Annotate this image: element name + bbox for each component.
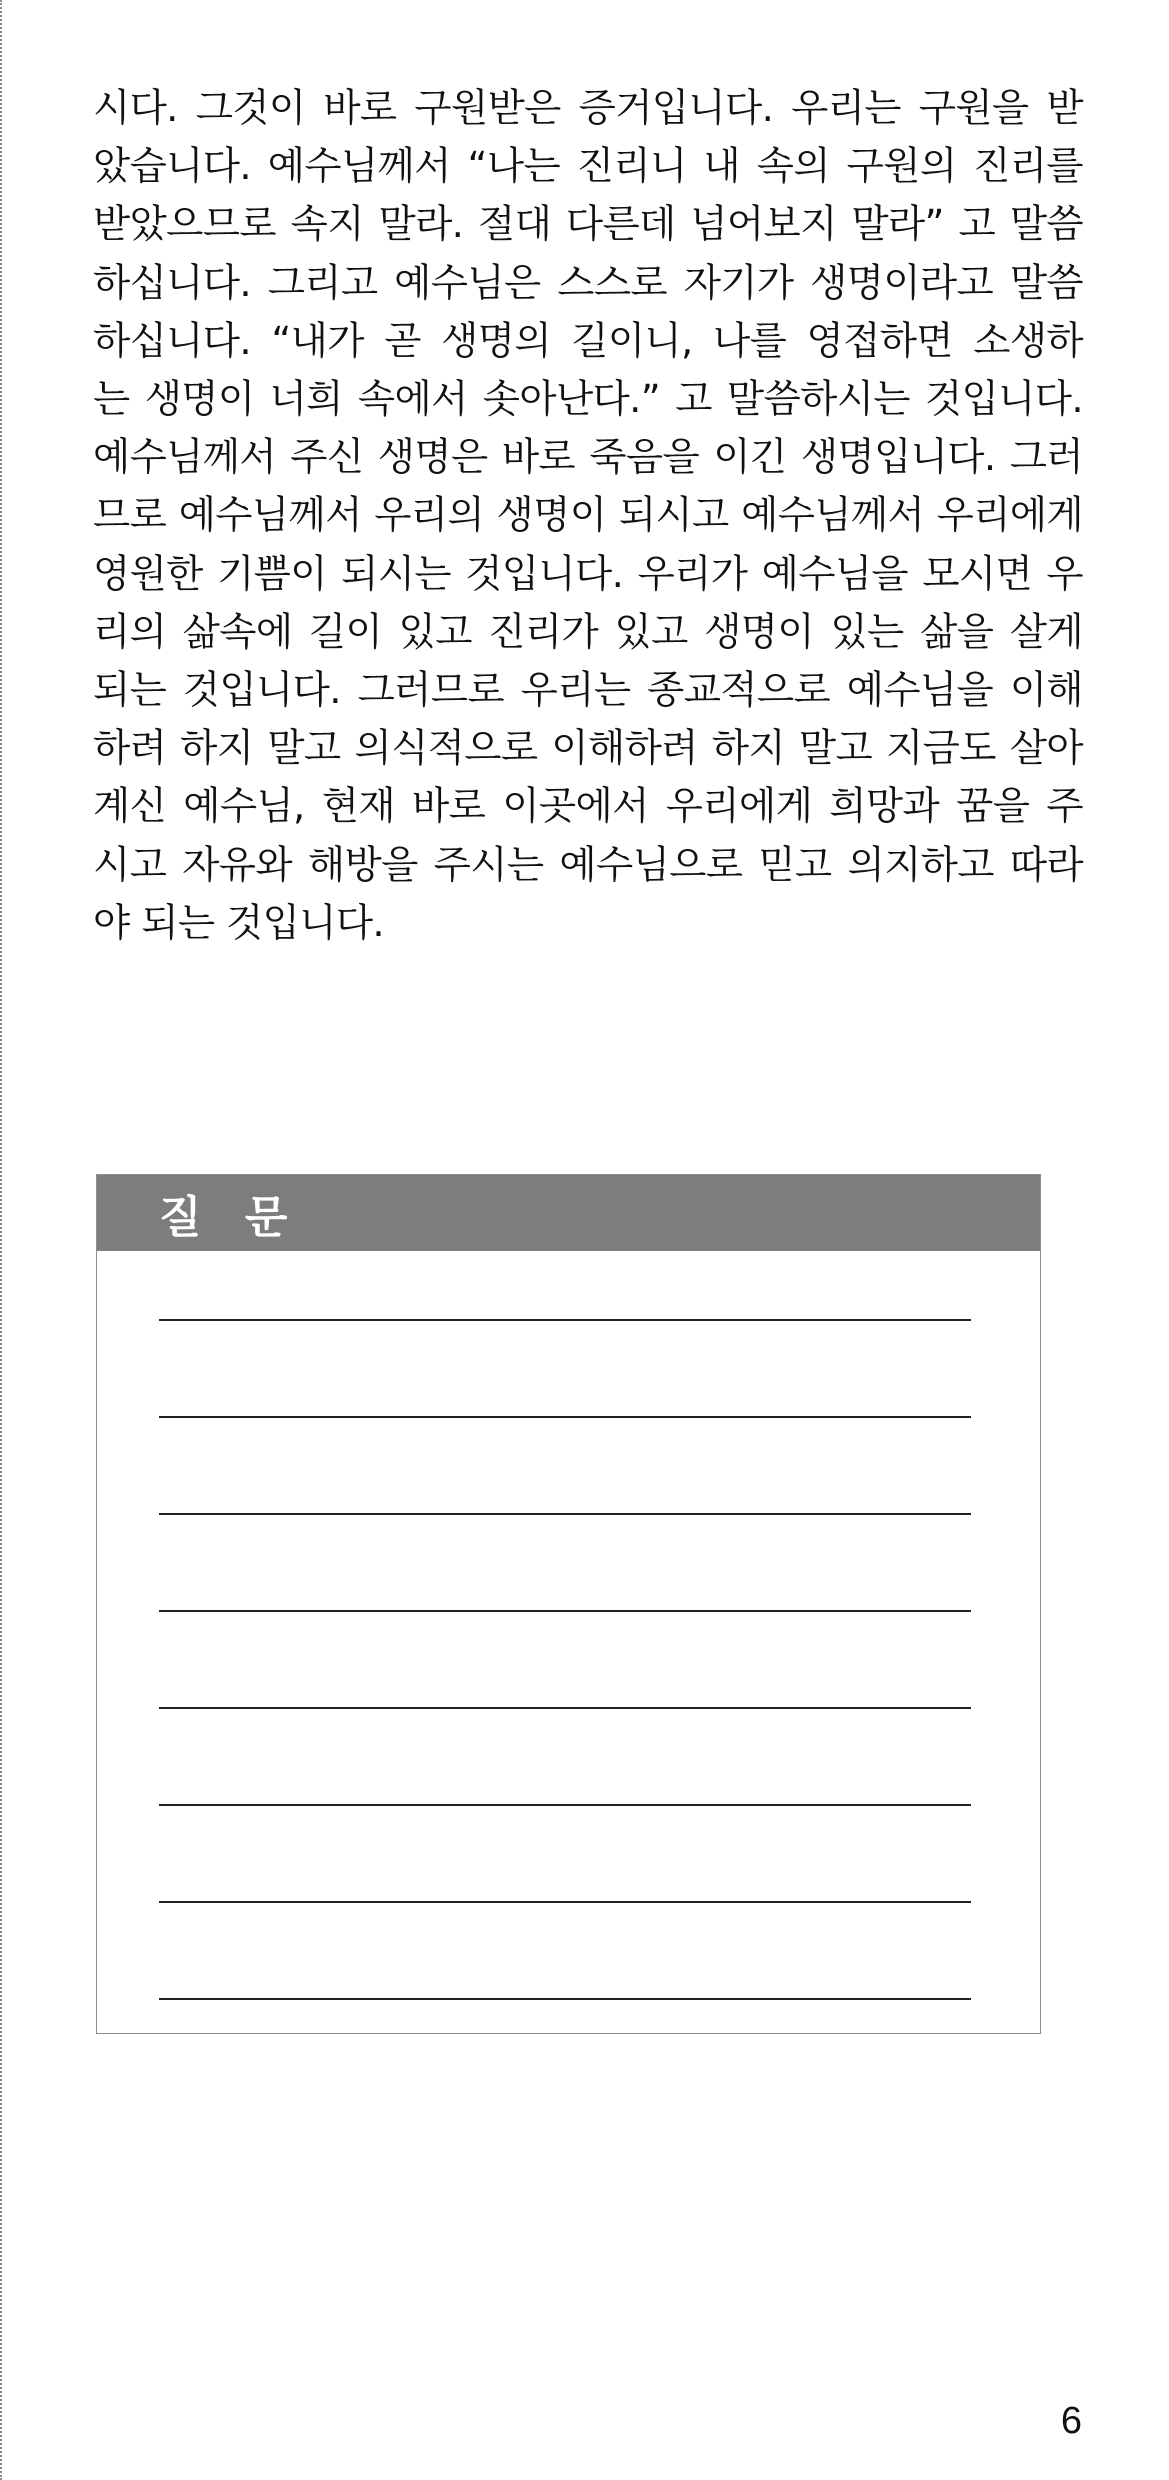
body-text-line: 시고 자유와 해방을 주시는 예수님으로 믿고 의지하고 따라 [93, 842, 1083, 888]
body-text-line: 되는 것입니다. 그러므로 우리는 종교적으로 예수님을 이해 [93, 668, 1083, 714]
body-text-line: 리의 삶속에 길이 있고 진리가 있고 생명이 있는 삶을 살게 [93, 609, 1083, 655]
body-text-line: 하십니다. “내가 곧 생명의 길이니, 나를 영접하면 소생하 [93, 318, 1083, 364]
body-text-line: 므로 예수님께서 우리의 생명이 되시고 예수님께서 우리에게 [93, 493, 1083, 539]
body-text-line: 하려 하지 말고 의식적으로 이해하려 하지 말고 지금도 살아 [93, 726, 1083, 772]
answer-line[interactable] [159, 1901, 971, 1903]
body-text-line: 았습니다. 예수님께서 “나는 진리니 내 속의 구원의 진리를 [93, 144, 1083, 190]
body-text-line: 시다. 그것이 바로 구원받은 증거입니다. 우리는 구원을 받 [93, 86, 1083, 131]
answer-line[interactable] [159, 1610, 971, 1612]
question-title: 질 문 [159, 1192, 302, 1243]
body-text-line: 예수님께서 주신 생명은 바로 죽음을 이긴 생명입니다. 그러 [93, 435, 1083, 481]
body-text-line: 는 생명이 너희 속에서 솟아난다.” 고 말씀하시는 것입니다. [93, 377, 1083, 423]
answer-line[interactable] [159, 1513, 971, 1515]
answer-line[interactable] [159, 1319, 971, 1321]
answer-line[interactable] [159, 1707, 971, 1709]
body-text-line: 영원한 기쁨이 되시는 것입니다. 우리가 예수님을 모시면 우 [93, 551, 1083, 597]
body-text-line: 하십니다. 그리고 예수님은 스스로 자기가 생명이라고 말씀 [93, 260, 1083, 306]
page-binding-edge [0, 0, 2, 2480]
question-box [96, 1174, 1041, 2034]
body-text-line: 계신 예수님, 현재 바로 이곳에서 우리에게 희망과 꿈을 주 [93, 784, 1083, 830]
answer-line[interactable] [159, 1416, 971, 1418]
answer-line[interactable] [159, 1998, 971, 2000]
body-text-line: 받았으므로 속지 말라. 절대 다른데 넘어보지 말라” 고 말씀 [93, 202, 1083, 248]
body-text [93, 80, 1083, 953]
page-number: 6 [1060, 2400, 1082, 2442]
body-text-line: 야 되는 것입니다. [93, 900, 385, 946]
answer-line[interactable] [159, 1804, 971, 1806]
question-header [97, 1175, 1040, 1251]
